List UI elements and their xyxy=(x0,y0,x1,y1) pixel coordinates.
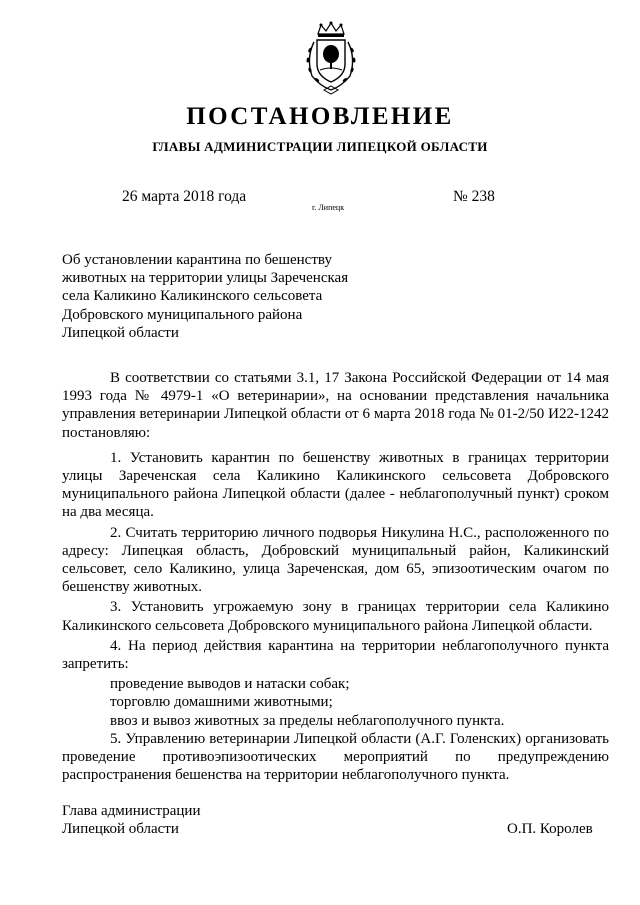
document-subtitle: ГЛАВЫ АДМИНИСТРАЦИИ ЛИПЕЦКОЙ ОБЛАСТИ xyxy=(152,139,488,154)
document-number: № 238 xyxy=(453,188,495,205)
document-date: 26 марта 2018 года xyxy=(122,188,247,205)
item-1-paragraph: 1. Установить карантин по бешенству животных в границах территории улицы Зареченская села Каликино Каликинского сельсовета Добровского муниципального района Липецкой области (далее - неблагополучный пункт) сроком на два месяца. xyxy=(62,449,609,521)
preamble-paragraph: В соответствии со статьями 3.1, 17 Закона Российской Федерации от 14 мая 1993 года № 4979-1 «О ветеринарии», на основании представления начальника управления ветеринарии Липецкой области от 6 марта 2018 года № 01-2/50 И22-1242 постановляю: xyxy=(62,370,609,441)
subject-line: Липецкой области xyxy=(62,324,179,341)
item-5-paragraph: 5. Управлению ветеринарии Липецкой области (А.Г. Голенских) организовать проведение противоэпизоотических мероприятий по предупреждению распространения бешенства на территории неблагополучного пункта. xyxy=(62,730,609,784)
signatory-name: О.П. Королев xyxy=(507,821,593,837)
document-title: ПОСТАНОВЛЕНИЕ xyxy=(186,103,454,130)
signatory-position-line: Глава администрации xyxy=(62,803,201,819)
signatory-position-line: Липецкой области xyxy=(62,821,179,838)
item-2-paragraph: 2. Считать территорию личного подворья Никулина Н.С., расположенного по адресу: Липецкая область, Добровский муниципальный район, Каликинский сельсовет, село Каликино, улица Зареченская, дом 65, эпизоотическим очагом по бешенству животных. xyxy=(62,524,609,596)
subject-line: Добровского муниципального района xyxy=(62,306,303,323)
item-3-paragraph: 3. Установить угрожаемую зону в границах территории села Каликино Каликинского сельсовета Добровского муниципального района Липецкой области. xyxy=(62,599,609,634)
coat-of-arms-icon xyxy=(298,20,364,96)
document-subject xyxy=(62,251,382,342)
item-4-sub-3: ввоз и вывоз животных за пределы неблагополучного пункта. xyxy=(110,712,505,729)
subject-line: села Каликино Каликинского сельсовета xyxy=(62,288,323,305)
signatory-position xyxy=(62,802,200,838)
item-4-sub-2: торговлю домашними животными; xyxy=(110,694,333,711)
item-4-sub-1: проведение выводов и натаски собак; xyxy=(110,676,350,693)
document-body xyxy=(62,369,609,786)
item-4-paragraph: 4. На период действия карантина на территории неблагополучного пункта запретить: xyxy=(62,637,609,673)
subject-line: животных на территории улицы Зареченская xyxy=(62,270,349,287)
subject-line: Об установлении карантина по бешенству xyxy=(62,252,332,268)
document-city: г. Липецк xyxy=(312,203,345,212)
